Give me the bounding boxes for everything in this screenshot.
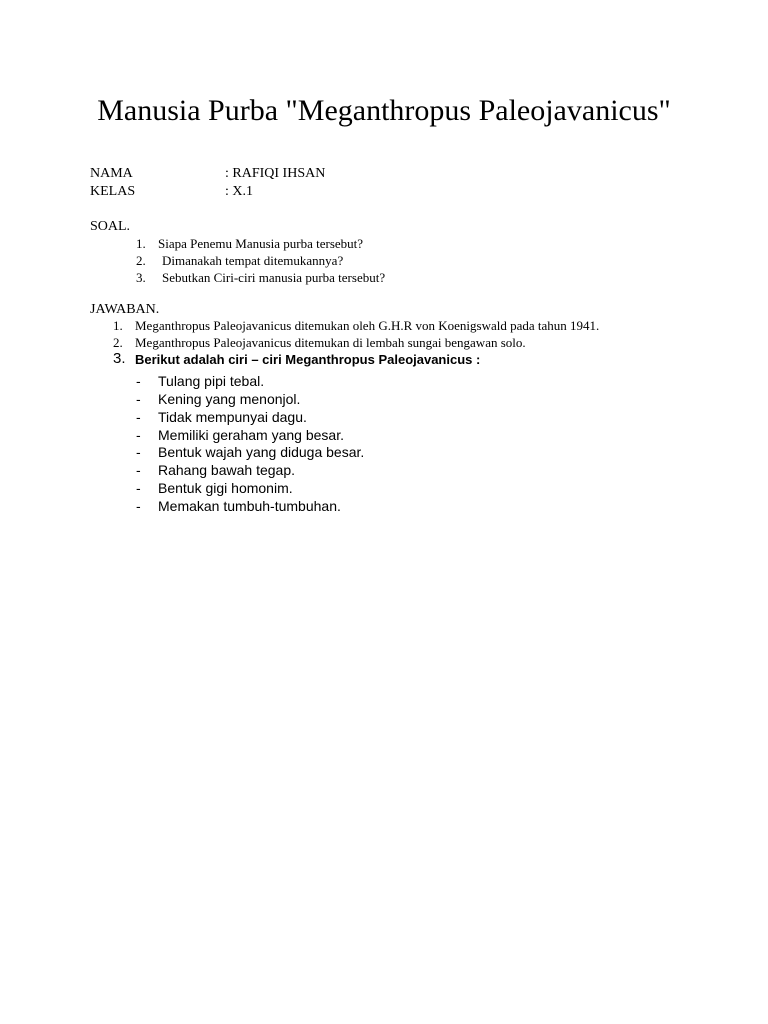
trait-text: Rahang bawah tegap. [158,462,295,478]
question-item [136,236,363,252]
question-item [136,253,343,269]
trait-text: Memiliki geraham yang besar. [158,427,344,443]
soal-heading: SOAL. [90,219,131,234]
answer-text: Meganthropus Paleojavanicus ditemukan di lembah sungai bengawan solo. [135,335,526,350]
question-number: 1. [136,236,146,251]
document-title: Manusia Purba "Meganthropus Paleojavanicus" [97,94,671,127]
answer-number: 2. [113,335,123,350]
question-number: 3. [136,270,146,285]
trait-text: Memakan tumbuh-tumbuhan. [158,498,341,514]
trait-item [136,409,307,425]
answer-number: 3. [113,350,126,367]
info-label: KELAS [90,184,136,199]
trait-item [136,498,341,514]
answer-item [113,318,599,334]
trait-item [136,427,344,443]
info-row-nama [90,166,325,182]
trait-dash: - [136,480,141,496]
trait-dash: - [136,444,141,460]
trait-dash: - [136,409,141,425]
answer-item [113,335,526,351]
trait-text: Kening yang menonjol. [158,391,301,407]
question-text: Siapa Penemu Manusia purba tersebut? [158,236,364,251]
info-value: : X.1 [225,184,253,199]
answer-text: Meganthropus Paleojavanicus ditemukan oleh G.H.R von Koenigswald pada tahun 1941. [135,318,600,333]
trait-dash: - [136,462,141,478]
trait-item [136,391,300,407]
trait-text: Bentuk wajah yang diduga besar. [158,444,365,460]
question-item [136,270,385,286]
answer-number: 1. [113,318,123,333]
jawaban-heading: JAWABAN. [90,302,160,317]
trait-dash: - [136,373,141,389]
trait-text: Tidak mempunyai dagu. [158,409,307,425]
trait-text: Tulang pipi tebal. [158,373,265,389]
info-label: NAMA [90,166,133,181]
answer-item [113,352,480,367]
trait-dash: - [136,391,141,407]
trait-dash: - [136,427,141,443]
trait-dash: - [136,498,141,514]
trait-text: Bentuk gigi homonim. [158,480,293,496]
trait-item [136,373,264,389]
question-number: 2. [136,253,146,268]
info-row-kelas [90,184,253,200]
answer-text: Berikut adalah ciri – ciri Meganthropus Paleojavanicus : [135,352,481,367]
trait-item [136,462,295,478]
trait-item [136,480,293,496]
question-text: Sebutkan Ciri-ciri manusia purba tersebut? [162,270,386,285]
question-text: Dimanakah tempat ditemukannya? [162,253,344,268]
info-value: : RAFIQI IHSAN [225,166,326,181]
trait-item [136,444,364,460]
